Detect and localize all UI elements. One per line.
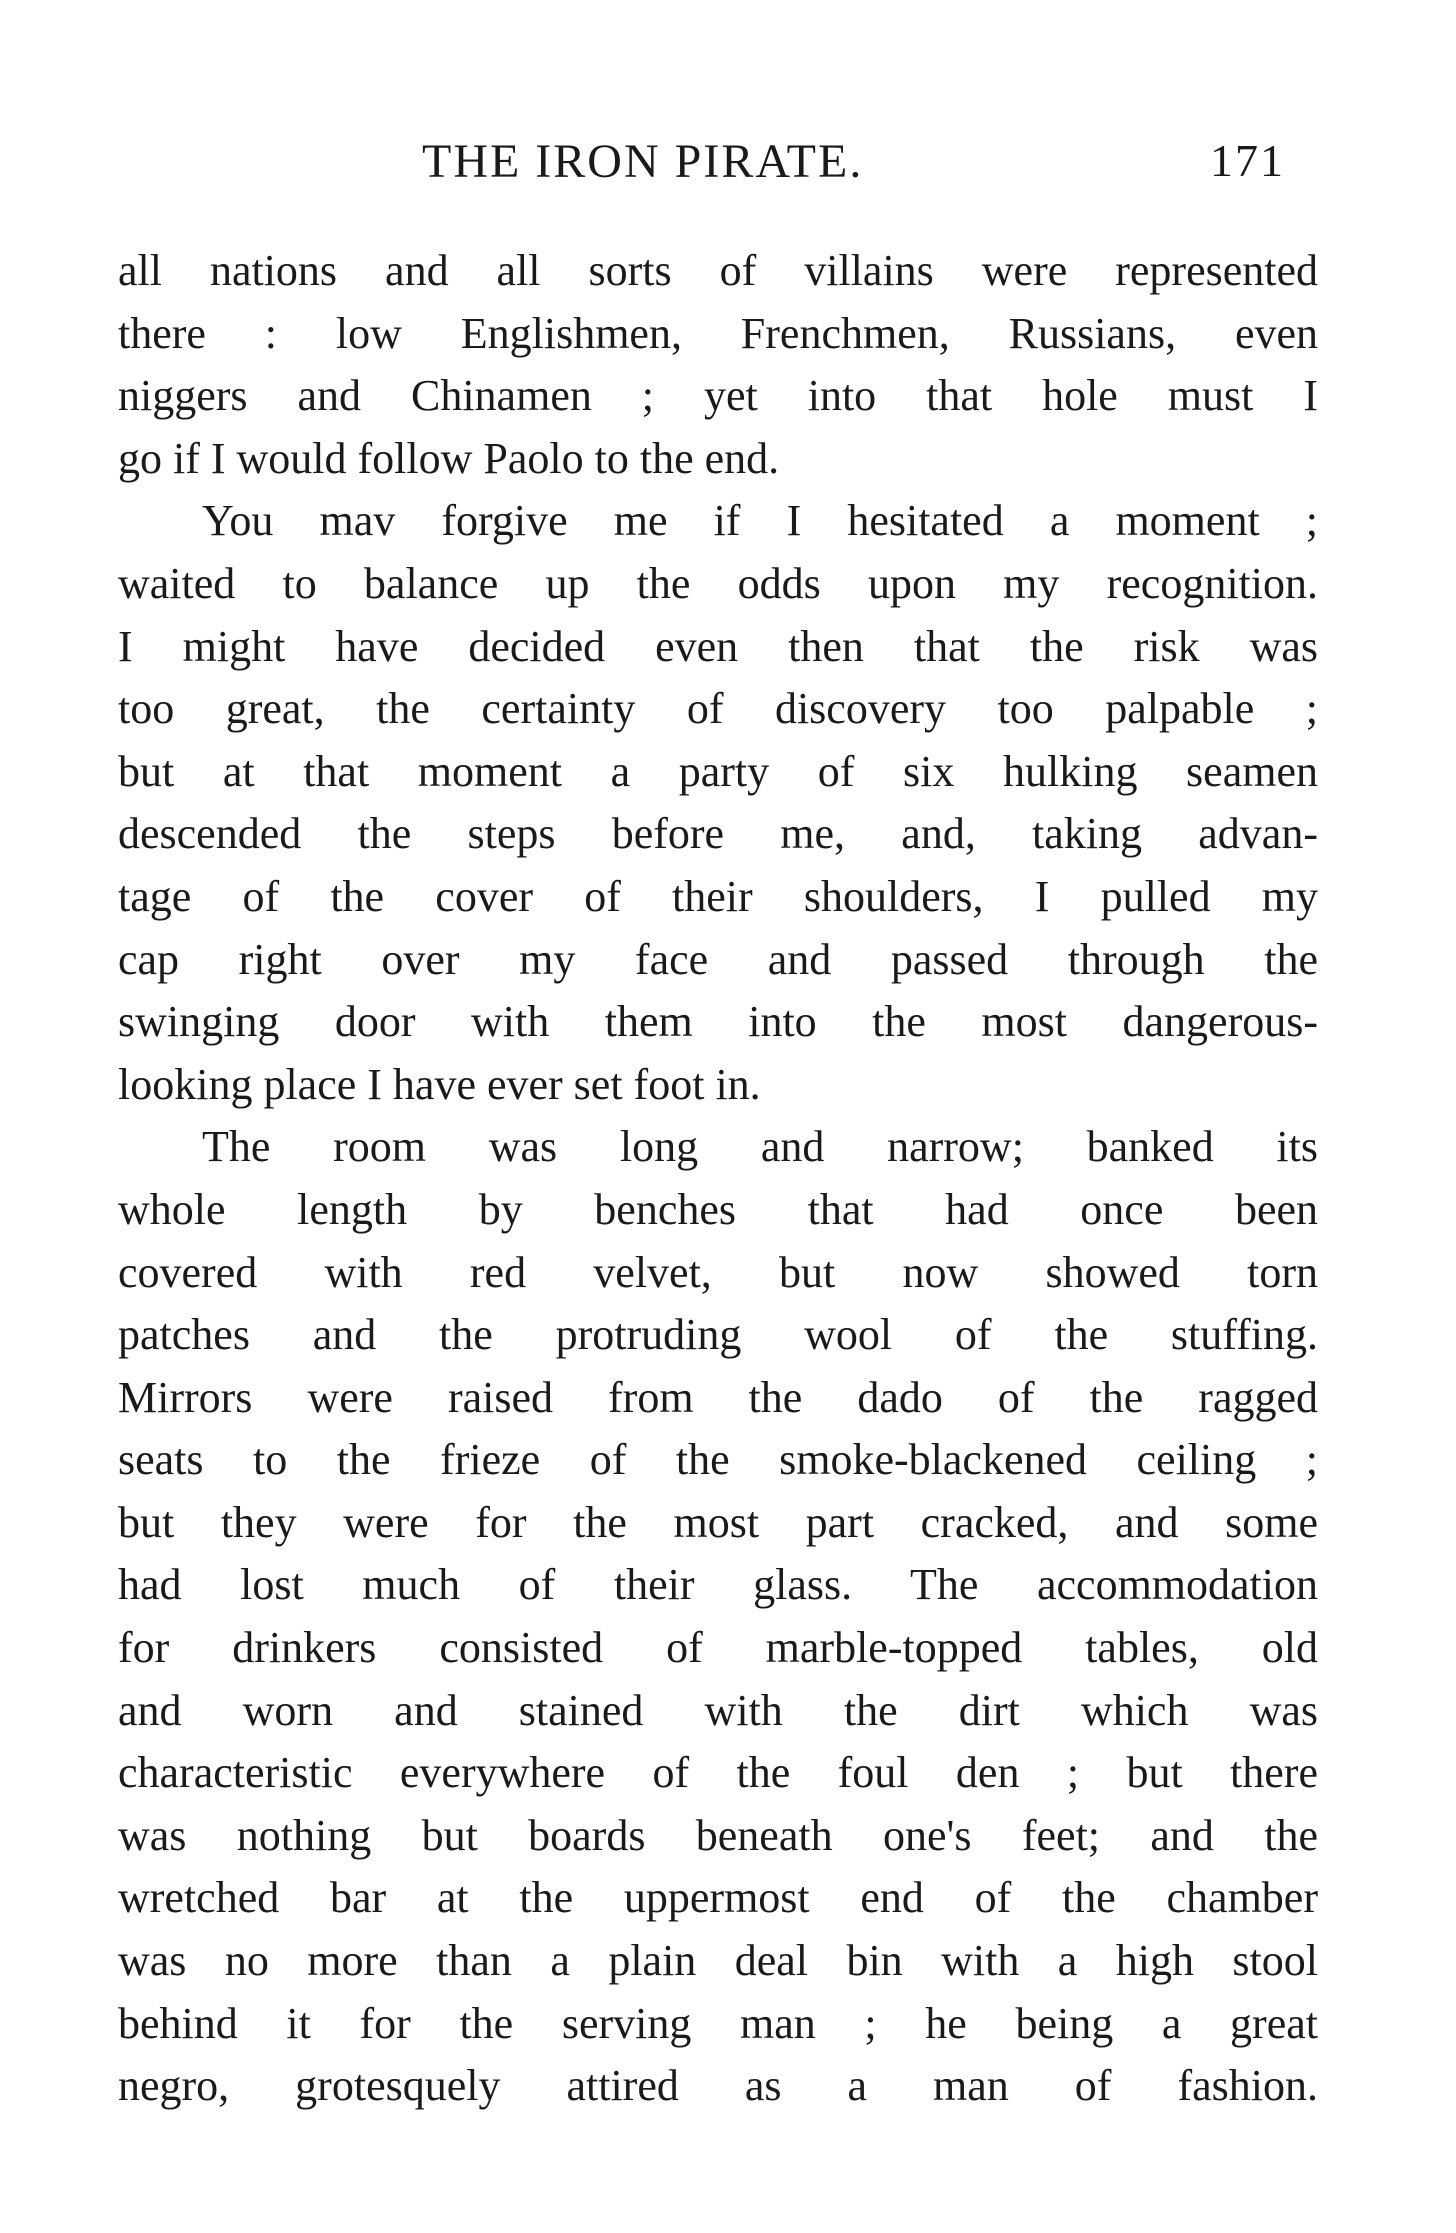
- text-line: cap right over my face and passed through the: [118, 934, 1318, 984]
- text-line: all nations and all sorts of villains were represented: [118, 246, 1318, 295]
- text-line: covered with red velvet, but now showed torn: [118, 1247, 1318, 1297]
- text-line: was no more than a plain deal bin with a high stool: [118, 1936, 1318, 1986]
- text-line: was nothing but boards beneath one's feet; and the: [118, 1810, 1318, 1860]
- text-line: descended the steps before me, and, taking advan-: [118, 809, 1318, 859]
- text-line: but at that moment a party of six hulking seamen: [118, 746, 1318, 796]
- text-line: and worn and stained with the dirt which was: [118, 1685, 1318, 1735]
- page-number: 171: [1210, 135, 1285, 186]
- text-line: had lost much of their glass. The accommodation: [118, 1560, 1318, 1610]
- text-line: too great, the certainty of discovery too palpable ;: [118, 684, 1318, 734]
- text-line: looking place I have ever set foot in.: [118, 1059, 761, 1109]
- running-title: THE IRON PIRATE.: [422, 135, 864, 188]
- text-line: go if I would follow Paolo to the end.: [118, 433, 780, 483]
- text-line: but they were for the most part cracked, and some: [118, 1497, 1318, 1547]
- running-head: [0, 134, 1456, 198]
- text-line: swinging door with them into the most dangerous-: [118, 997, 1318, 1047]
- text-line: seats to the frieze of the smoke-blackened ceiling ;: [118, 1435, 1318, 1485]
- text-line: patches and the protruding wool of the stuffing.: [118, 1310, 1318, 1360]
- text-line: tage of the cover of their shoulders, I pulled my: [118, 871, 1318, 921]
- text-line: behind it for the serving man ; he being a great: [118, 1998, 1318, 2048]
- text-line: Mirrors were raised from the dado of the ragged: [118, 1372, 1318, 1422]
- text-line: waited to balance up the odds upon my recognition.: [118, 558, 1318, 608]
- text-line: wretched bar at the uppermost end of the chamber: [118, 1873, 1318, 1923]
- body-text: [118, 240, 1318, 2118]
- text-line: whole length by benches that had once been: [118, 1184, 1318, 1234]
- text-line: You mav forgive me if I hesitated a moment ;: [202, 496, 1318, 546]
- text-line: negro, grotesquely attired as a man of fashion.: [118, 2061, 1318, 2111]
- text-line: characteristic everywhere of the foul den ; but there: [118, 1748, 1318, 1798]
- text-line: niggers and Chinamen ; yet into that hole must I: [118, 371, 1318, 421]
- text-line: The room was long and narrow; banked its: [202, 1122, 1318, 1172]
- text-line: for drinkers consisted of marble-topped tables, old: [118, 1623, 1318, 1673]
- text-line: there : low Englishmen, Frenchmen, Russians, even: [118, 308, 1318, 358]
- text-line: I might have decided even then that the risk was: [118, 621, 1318, 671]
